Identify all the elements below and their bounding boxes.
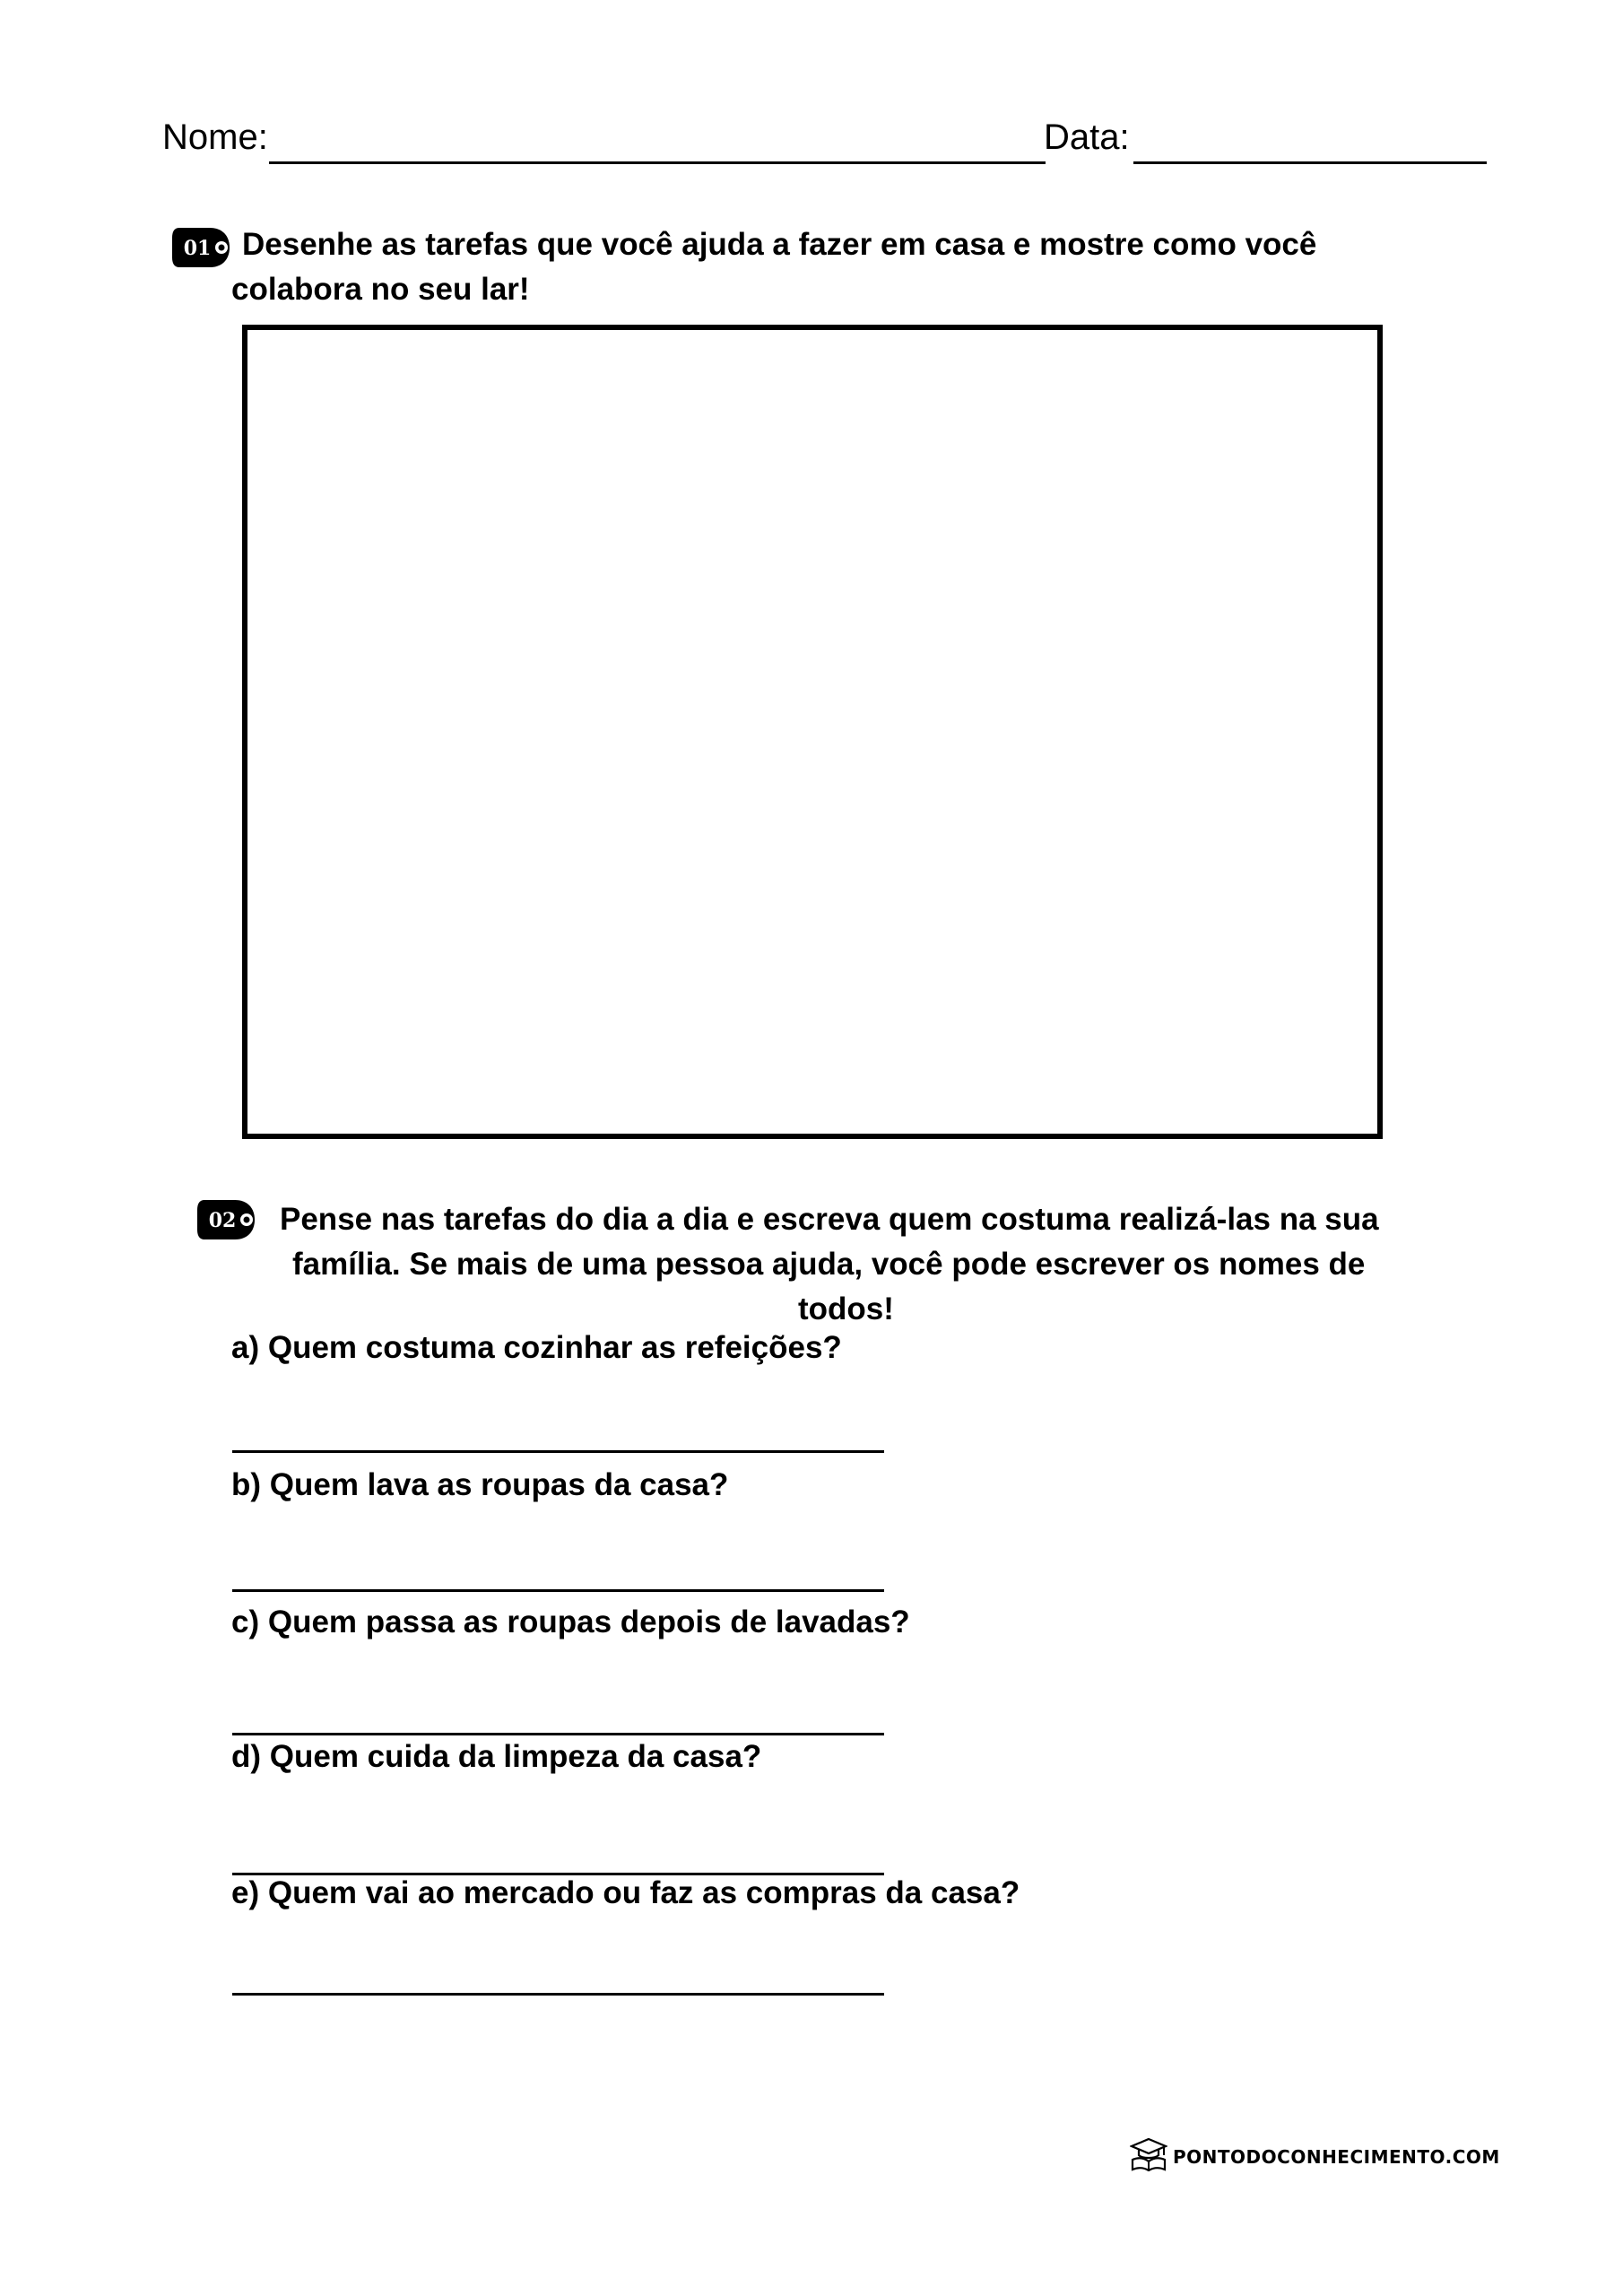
- name-label: Nome:: [162, 117, 268, 157]
- question-2-line-2: família. Se mais de uma pessoa ajuda, você pode escrever os nomes de: [292, 1247, 1366, 1282]
- answer-line-c[interactable]: [232, 1733, 884, 1735]
- sub-question-e: e) Quem vai ao mercado ou faz as compras da casa?: [231, 1875, 1020, 1910]
- question-1-line-2: colabora no seu lar!: [231, 272, 530, 307]
- question-2-line-1: Pense nas tarefas do dia a dia e escreva quem costuma realizá-las na sua: [280, 1202, 1379, 1237]
- footer-brand: [1130, 2137, 1500, 2176]
- graduation-cap-book-icon: [1130, 2137, 1167, 2176]
- name-line[interactable]: [269, 161, 1046, 164]
- date-line[interactable]: [1133, 161, 1487, 164]
- question-number-badge-02: [195, 1196, 253, 1240]
- footer-site-text: PONTODOCONHECIMENTO.COM: [1173, 2145, 1500, 2168]
- date-label: Data:: [1044, 117, 1130, 157]
- question-1-line-1: Desenhe as tarefas que você ajuda a fazer em casa e mostre como você: [242, 227, 1317, 262]
- drawing-area[interactable]: [242, 325, 1383, 1139]
- question-number-02: 02: [208, 1209, 237, 1232]
- sub-question-d: d) Quem cuida da limpeza da casa?: [231, 1739, 762, 1774]
- question-2-line-3: todos!: [798, 1292, 894, 1326]
- question-number-badge-01: [170, 223, 228, 268]
- question-number-01: 01: [183, 237, 212, 260]
- sub-question-b: b) Quem lava as roupas da casa?: [231, 1467, 729, 1502]
- answer-line-e[interactable]: [232, 1993, 884, 1996]
- answer-line-a[interactable]: [232, 1450, 884, 1453]
- sub-question-a: a) Quem costuma cozinhar as refeições?: [231, 1330, 842, 1365]
- sub-question-c: c) Quem passa as roupas depois de lavadas?: [231, 1605, 910, 1639]
- answer-line-b[interactable]: [232, 1589, 884, 1592]
